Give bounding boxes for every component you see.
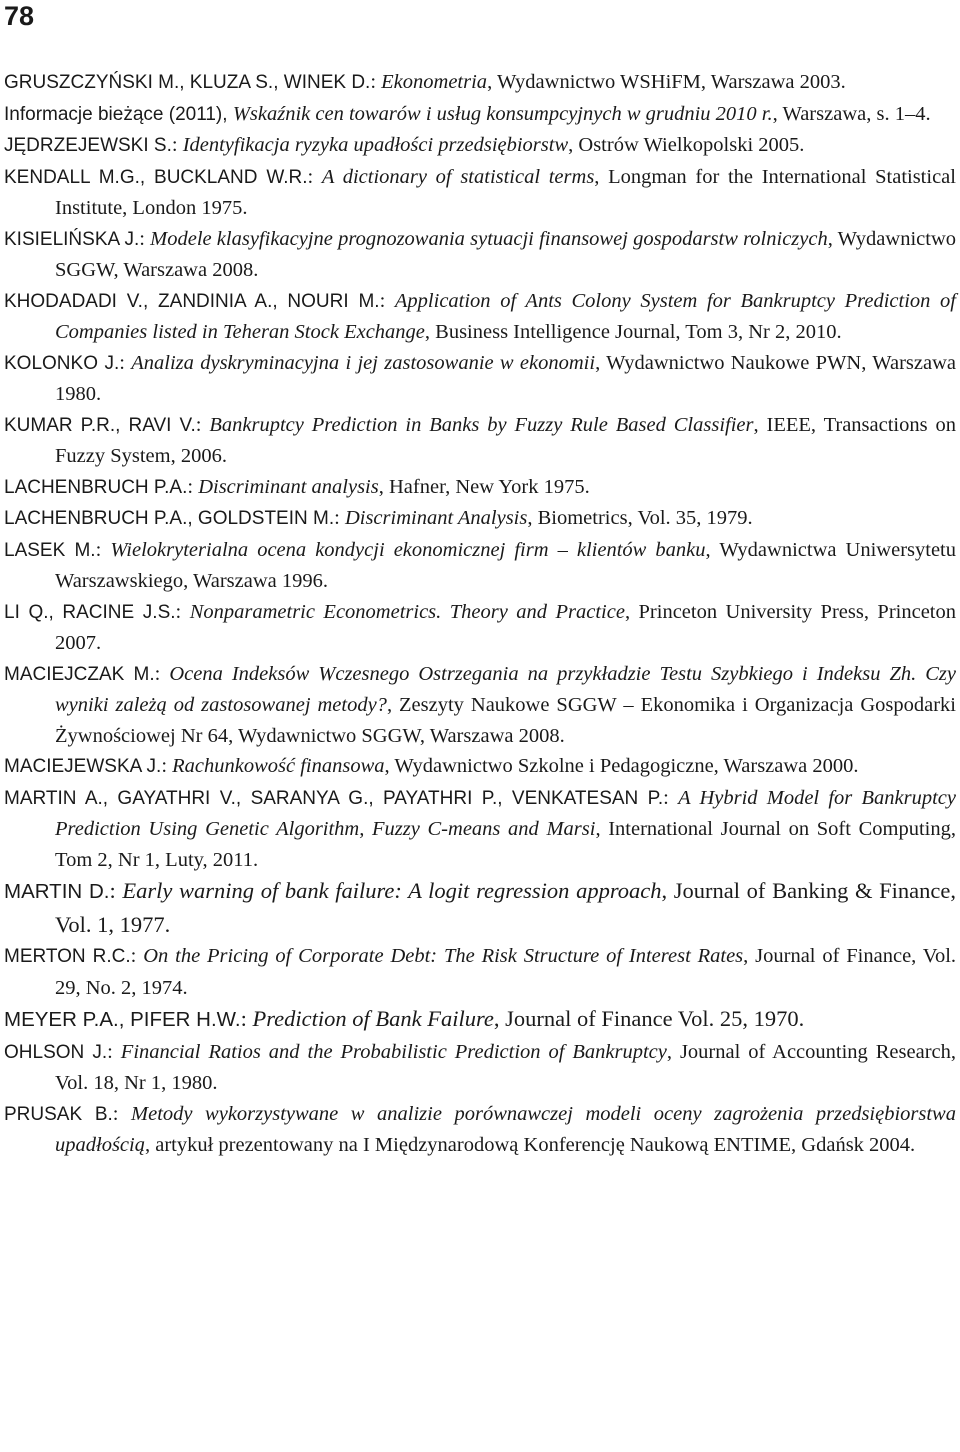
reference-authors: KENDALL M.G., BUCKLAND W.R. xyxy=(4,166,308,188)
reference-entry xyxy=(4,659,956,752)
reference-publication: , Wydawnictwo Szkolne i Pedagogiczne, Warszawa 2000. xyxy=(384,755,859,777)
reference-authors: MACIEJEWSKA J. xyxy=(4,756,162,777)
reference-separator: : xyxy=(112,1102,132,1125)
reference-entry xyxy=(4,472,956,504)
reference-entry xyxy=(4,99,956,131)
reference-separator: : xyxy=(95,538,111,561)
reference-authors: LI Q., RACINE J.S. xyxy=(4,601,176,623)
reference-title: On the Pricing of Corporate Debt: The Risk Structure of Interest Rates xyxy=(143,945,744,967)
reference-publication: , IEEE, Transactions on Fuzzy System, 2006. xyxy=(55,413,956,467)
reference-separator: : xyxy=(663,786,679,809)
reference-authors: GRUSZCZYŃSKI M., KLUZA S., WINEK D. xyxy=(4,72,371,93)
reference-authors: KOLONKO J. xyxy=(4,352,120,374)
reference-publication: , Journal of Finance, Vol. 29, No. 2, 1974. xyxy=(55,945,957,999)
reference-title: Identyfikacja ryzyka upadłości przedsiębiorstw xyxy=(182,134,569,156)
reference-entry xyxy=(4,535,956,597)
reference-title: Ekonometria xyxy=(381,71,488,93)
reference-publication: , Wydawnictwo SGGW, Warszawa 2008. xyxy=(55,227,956,281)
reference-entry xyxy=(4,1099,956,1161)
reference-authors: Informacje bieżące (2011), xyxy=(4,103,233,125)
reference-publication: , Wydawnictwa Uniwersytetu Warszawskiego, Warszawa 1996. xyxy=(55,538,956,592)
reference-authors: MEYER P.A., PIFER H.W. xyxy=(4,1008,241,1031)
reference-entry xyxy=(4,410,956,472)
reference-title: Modele klasyfikacyjne prognozowania sytuacji finansowej gospodarstw rolniczych xyxy=(150,227,828,250)
reference-authors: OHLSON J. xyxy=(4,1041,108,1063)
reference-title: Rachunkowość finansowa xyxy=(172,755,385,777)
reference-publication: , Journal of Finance Vol. 25, 1970. xyxy=(493,1006,805,1031)
reference-entry xyxy=(4,162,956,224)
reference-entry xyxy=(4,1003,956,1037)
reference-authors: MARTIN D. xyxy=(4,880,110,903)
reference-title: Discriminant Analysis xyxy=(344,507,528,529)
reference-publication: , Wydawnictwo Naukowe PWN, Warszawa 1980. xyxy=(55,351,957,405)
reference-authors: KHODADADI V., ZANDINIA A., NOURI M. xyxy=(4,290,380,312)
reference-publication: , Journal of Accounting Research, Vol. 18, Nr 1, 1980. xyxy=(55,1040,956,1094)
reference-title: A dictionary of statistical terms xyxy=(321,165,595,188)
reference-entry xyxy=(4,751,956,783)
reference-separator: : xyxy=(107,1040,121,1063)
reference-publication: , Zeszyty Naukowe SGGW – Ekonomika i Organizacja Gospodarki Żywnościowej Nr 64, Wydawnictwo SGGW, Warszawa 2008. xyxy=(55,694,956,747)
reference-publication: , artykuł prezentowany na I Międzynarodową Konferencję Naukową ENTIME, Gdańsk 2004. xyxy=(144,1134,916,1156)
reference-separator: : xyxy=(154,662,170,685)
reference-title: Prediction of Bank Failure xyxy=(252,1006,494,1031)
reference-authors: PRUSAK B. xyxy=(4,1103,113,1125)
reference-entry xyxy=(4,503,956,535)
reference-separator: : xyxy=(130,945,144,967)
reference-authors: MARTIN A., GAYATHRI V., SARANYA G., PAYATHRI P., VENKATESAN P. xyxy=(4,787,664,809)
reference-separator: : xyxy=(240,1006,253,1031)
reference-publication: , Warszawa, s. 1–4. xyxy=(772,102,931,125)
reference-publication: , Wydawnictwo WSHiFM, Warszawa 2003. xyxy=(487,71,846,93)
reference-title: Early warning of bank failure: A logit regression approach xyxy=(122,878,662,903)
reference-entry xyxy=(4,1037,956,1099)
reference-title: A Hybrid Model for Bankruptcy Prediction Using Genetic Algorithm, Fuzzy C-means and Marsi xyxy=(55,786,956,840)
reference-entry xyxy=(4,67,956,99)
reference-publication: , Business Intelligence Journal, Tom 3, Nr 2, 2010. xyxy=(424,321,842,343)
reference-publication: , International Journal on Soft Computing, Tom 2, Nr 1, Luty, 2011. xyxy=(55,818,956,871)
page-number: 78 xyxy=(4,1,35,31)
reference-entry xyxy=(4,348,956,410)
reference-authors: LASEK M. xyxy=(4,539,96,561)
reference-publication: , Biometrics, Vol. 35, 1979. xyxy=(527,507,753,529)
reference-title: Wskaźnik cen towarów i usług konsumpcyjnych w grudniu 2010 r. xyxy=(232,102,773,125)
reference-separator: : xyxy=(171,134,183,156)
reference-title: Bankruptcy Prediction in Banks by Fuzzy Rule Based Classifier xyxy=(209,413,754,436)
reference-authors: KISIELIŃSKA J. xyxy=(4,228,140,250)
reference-authors: LACHENBRUCH P.A. xyxy=(4,476,188,498)
reference-publication: , Hafner, New York 1975. xyxy=(378,475,590,498)
reference-title: Application of Ants Colony System for Bankruptcy Prediction of Companies listed in Teheran Stock Exchange xyxy=(55,289,956,343)
reference-entry xyxy=(4,224,956,286)
reference-separator: : xyxy=(195,413,210,436)
reference-entry xyxy=(4,286,956,348)
reference-publication: , Ostrów Wielkopolski 2005. xyxy=(568,134,805,156)
reference-publication: , Journal of Banking & Finance, Vol. 1, 1977. xyxy=(55,878,956,937)
reference-entry xyxy=(4,130,956,162)
reference-authors: MERTON R.C. xyxy=(4,946,131,967)
reference-entry xyxy=(4,941,956,1003)
reference-separator: : xyxy=(161,755,173,777)
reference-title: Metody wykorzystywane w analizie porównawczej modeli oceny zagrożenia przedsiębiorstwa upadłością xyxy=(55,1102,956,1156)
reference-entry xyxy=(4,783,956,876)
reference-separator: : xyxy=(187,475,199,498)
reference-authors: LACHENBRUCH P.A., GOLDSTEIN M. xyxy=(4,508,335,529)
reference-title: Analiza dyskryminacyjna i jej zastosowanie w ekonomii xyxy=(131,351,596,374)
reference-authors: KUMAR P.R., RAVI V. xyxy=(4,414,196,436)
reference-separator: : xyxy=(139,227,151,250)
reference-list xyxy=(4,67,956,1161)
reference-separator: : xyxy=(109,878,123,903)
reference-separator: : xyxy=(379,289,395,312)
reference-title: Wielokryterialna ocena kondycji ekonomicznej firm – klientów banku xyxy=(110,538,706,561)
reference-entry xyxy=(4,597,956,659)
reference-publication: , Longman for the International Statistical Institute, London 1975. xyxy=(55,165,956,219)
reference-authors: JĘDRZEJEWSKI S. xyxy=(4,135,172,156)
reference-entry xyxy=(4,875,956,941)
reference-separator: : xyxy=(307,165,322,188)
reference-title: Nonparametric Econometrics. Theory and Practice xyxy=(189,600,625,623)
reference-authors: MACIEJCZAK M. xyxy=(4,663,155,685)
reference-title: Ocena Indeksów Wczesnego Ostrzegania na przykładzie Testu Szybkiego i Indeksu Zh. Czy wyniki zależą od zastosowanej metody? xyxy=(55,662,956,716)
reference-separator: : xyxy=(370,71,382,93)
reference-separator: : xyxy=(119,351,132,374)
reference-separator: : xyxy=(175,600,190,623)
reference-publication: , Princeton University Press, Princeton 2007. xyxy=(55,600,956,654)
reference-separator: : xyxy=(334,507,345,529)
reference-title: Discriminant analysis xyxy=(198,475,379,498)
reference-title: Financial Ratios and the Probabilistic Prediction of Bankruptcy xyxy=(120,1040,667,1063)
